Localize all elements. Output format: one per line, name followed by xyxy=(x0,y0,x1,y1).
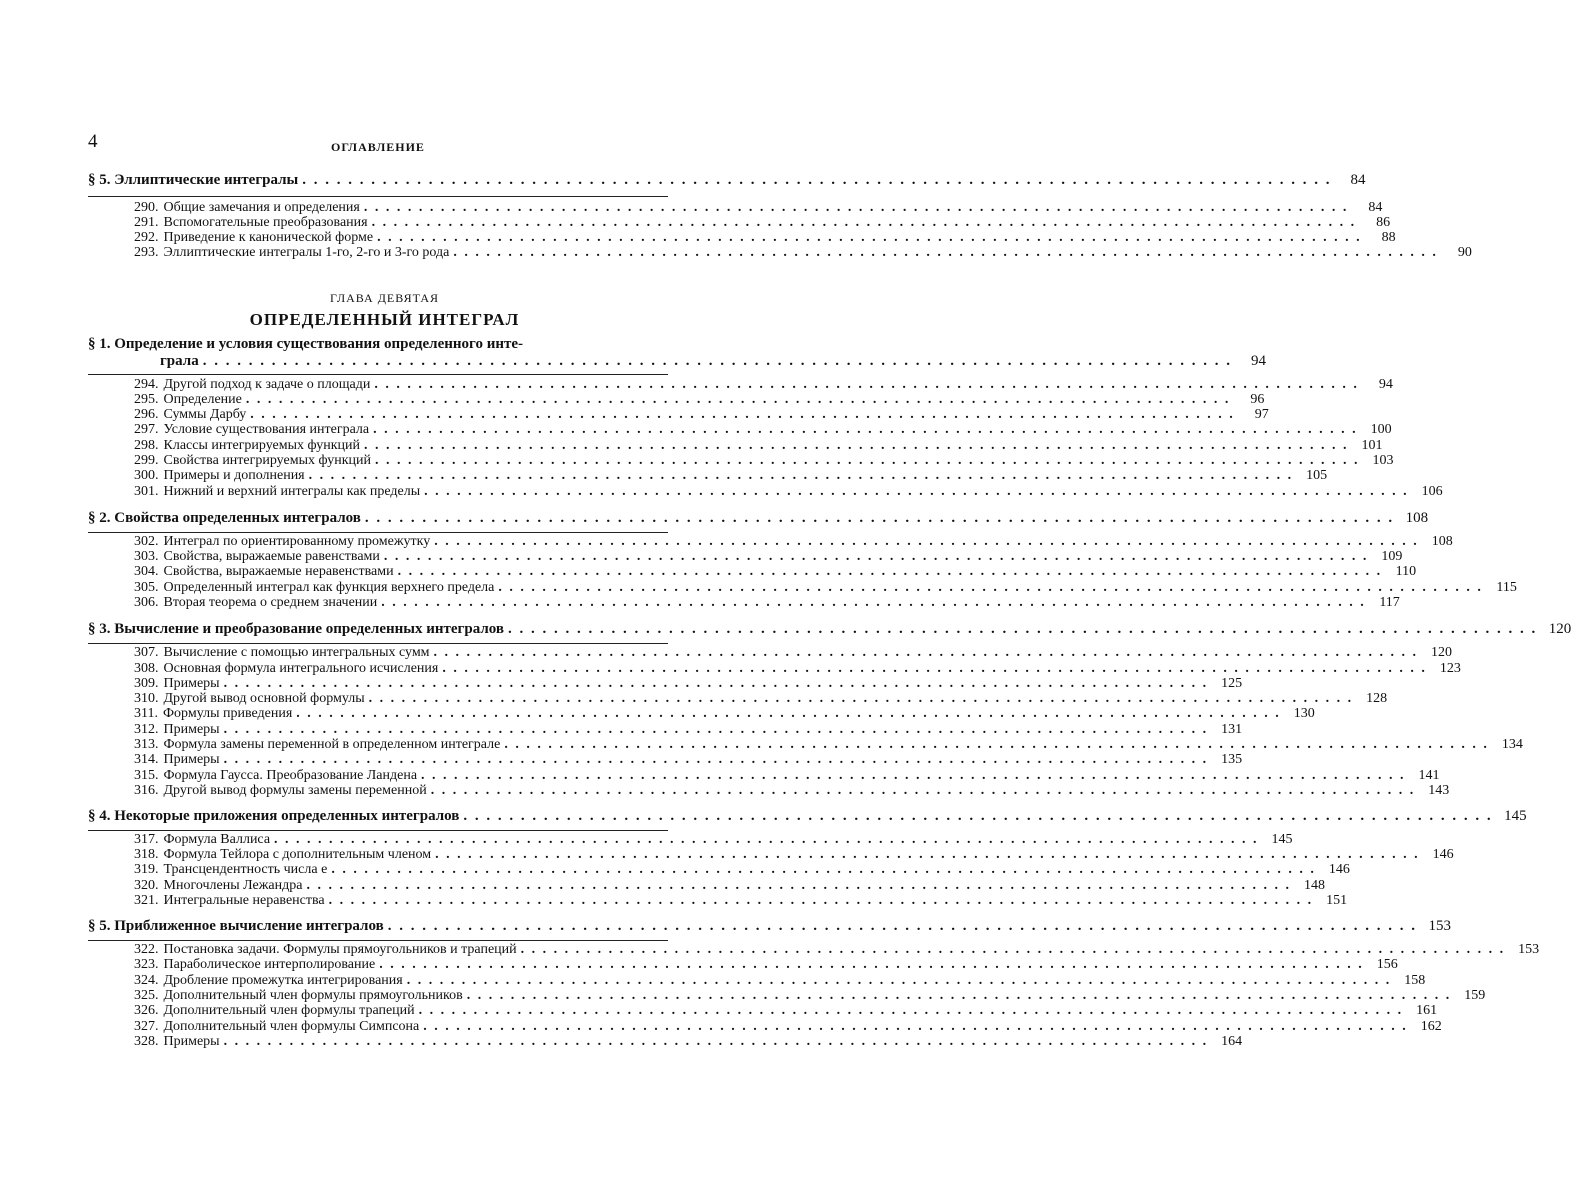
toc-entry[interactable] xyxy=(134,878,1325,894)
entry-page: 100 xyxy=(1370,422,1392,437)
toc-entry[interactable] xyxy=(134,862,1350,878)
entry-title: Вычисление с помощью интегральных сумм xyxy=(163,645,430,660)
entry-page: 120 xyxy=(1431,645,1453,660)
dot-leader: . . . . . . . . . . . . . . . . . . . . . . . . . . . . . . . . . . . . . . . . . . . . . . . . . . . . . . . . . . . . . . . . . . . . . . . . . . . . . . . . . . . . . . . . . . xyxy=(364,438,1349,453)
toc-entry[interactable] xyxy=(134,722,1243,738)
toc-entry[interactable] xyxy=(134,988,1486,1004)
entry-title: Суммы Дарбу xyxy=(163,407,247,422)
entry-number: 315. xyxy=(134,768,159,783)
dot-leader: . . . . . . . . . . . . . . . . . . . . . . . . . . . . . . . . . . . . . . . . . . . . . . . . . . . . . . . . . . . . . . . . . . . . . . . . . . . . . . . . . . . . . . . . . . xyxy=(381,595,1366,610)
entry-number: 312. xyxy=(134,722,159,737)
toc-entry[interactable] xyxy=(134,580,1517,596)
entry-number: 325. xyxy=(134,988,159,1003)
entry-number: 316. xyxy=(134,783,159,798)
dot-leader: . . . . . . . . . . . . . . . . . . . . . . . . . . . . . . . . . . . . . . . . . . . . . . . . . . . . . . . . . . . . . . . . . . . . . . . . . . . . . . . . . . . . . . . . . . xyxy=(363,200,1349,215)
toc-entry[interactable] xyxy=(134,245,1472,261)
entry-title: Примеры и дополнения xyxy=(163,468,305,483)
entry-title: Формула Гаусса. Преобразование Ландена xyxy=(163,768,418,783)
entry-page: 123 xyxy=(1439,661,1461,676)
entry-page: 94 xyxy=(1378,377,1393,392)
divider xyxy=(88,643,668,644)
entry-page: 97 xyxy=(1254,407,1269,422)
entry-page: 151 xyxy=(1326,893,1348,908)
chapter-label: ГЛАВА ДЕВЯТАЯ xyxy=(329,291,440,305)
toc-entry[interactable] xyxy=(134,1034,1243,1050)
section-page: 94 xyxy=(1250,353,1266,369)
entry-page: 90 xyxy=(1457,245,1472,260)
toc-entry[interactable] xyxy=(134,468,1328,484)
dot-leader: . . . . . . . . . . . . . . . . . . . . . . . . . . . . . . . . . . . . . . . . . . . . . . . . . . . . . . . . . . . . . . . . . . . . . . . . . . . . . . . . . . . . . . . . . . xyxy=(383,549,1369,564)
entry-page: 84 xyxy=(1368,200,1383,215)
entry-page: 103 xyxy=(1372,453,1394,468)
dot-leader: . . . . . . . . . . . . . . . . . . . . . . . . . . . . . . . . . . . . . . . . . . . . . . . . . . . . . . . . . . . . . . . . . . . . . . . . . . . . . . . . . . . . . . . . . . xyxy=(520,942,1506,957)
entry-title: Эллиптические интегралы 1-го, 2-го и 3-го рода xyxy=(163,245,450,260)
section-heading[interactable] xyxy=(88,621,1571,641)
toc-entry[interactable] xyxy=(134,768,1440,784)
entry-number: 292. xyxy=(134,230,159,245)
entry-title: Определенный интеграл как функция верхнего предела xyxy=(163,580,495,595)
entry-title: Примеры xyxy=(163,752,220,767)
section-heading[interactable] xyxy=(88,808,1527,828)
toc-entry[interactable] xyxy=(134,1003,1438,1019)
entry-number: 317. xyxy=(134,832,159,847)
entry-title: Условие существования интеграла xyxy=(163,422,370,437)
entry-number: 302. xyxy=(134,534,159,549)
entry-number: 314. xyxy=(134,752,159,767)
entry-title: Трансцендентность числа e xyxy=(163,862,328,877)
toc-entry[interactable] xyxy=(134,534,1453,550)
entry-number: 307. xyxy=(134,645,159,660)
entry-title: Интеграл по ориентированному промежутку xyxy=(163,534,431,549)
entry-number: 324. xyxy=(134,973,159,988)
entry-page: 101 xyxy=(1361,438,1383,453)
entry-title: Параболическое интерполирование xyxy=(163,957,376,972)
section-page: 153 xyxy=(1428,918,1451,934)
entry-title: Вторая теорема о среднем значении xyxy=(163,595,378,610)
entry-number: 310. xyxy=(134,691,159,706)
toc-entry[interactable] xyxy=(134,549,1403,565)
dot-leader: . . . . . . . . . . . . . . . . . . . . . . . . . . . . . . . . . . . . . . . . . . . . . . . . . . . . . . . . . . . . . . . . . . . . . . . . . . . . . . . . . . . . . . . . . . xyxy=(430,783,1416,798)
dot-leader: . . . . . . . . . . . . . . . . . . . . . . . . . . . . . . . . . . . . . . . . . . . . . . . . . . . . . . . . . . . . . . . . . . . . . . . . . . . . . . . . . . . . . . . . . . xyxy=(377,230,1362,245)
dot-leader: . . . . . . . . . . . . . . . . . . . . . . . . . . . . . . . . . . . . . . . . . . . . . . . . . . . . . . . . . . . . . . . . . . . . . . . . . . . . . . . . . . . . . . . . . . xyxy=(504,737,1489,752)
entry-number: 303. xyxy=(134,549,159,564)
entry-number: 305. xyxy=(134,580,159,595)
toc-entry[interactable] xyxy=(134,783,1450,799)
dot-leader: . . . . . . . . . . . . . . . . . . . . . . . . . . . . . . . . . . . . . . . . . . . . . . . . . . . . . . . . . . . . . . . . . . . . . . . . . . . . . . . . . . . . . . . . . . xyxy=(424,484,1409,499)
entry-title: Определение xyxy=(163,392,242,407)
dot-leader: . . . . . . . . . . . . . . . . . . . . . . . . . . . . . . . . . . . . . . . . . . . . . . . . . . . . . . . . . . . . . . . . . . . . . . . . . . . . . . . . . . . . . . . . . . xyxy=(379,957,1364,972)
entry-number: 295. xyxy=(134,392,159,407)
entry-number: 318. xyxy=(134,847,159,862)
divider xyxy=(88,830,668,831)
entry-page: 125 xyxy=(1221,676,1243,691)
entry-title: Формула Тейлора с дополнительным членом xyxy=(163,847,432,862)
toc-entry[interactable] xyxy=(134,453,1394,469)
dot-leader: . . . . . . . . . . . . . . . . . . . . . . . . . . . . . . . . . . . . . . . . . . . . . . . . . . . . . . . . . . . . . . . . . . . . . . . . . . . . . . . . . . . . . . . . . . xyxy=(223,752,1209,767)
entry-page: 159 xyxy=(1464,988,1486,1003)
dot-leader: . . . . . . . . . . . . . . . . . . . . . . . . . . . . . . . . . . . . . . . . . . . . . . . . . . . . . . . . . . . . . . . . . . . . . . . . . . . . . . . . . . . . . . . . . . xyxy=(433,645,1419,660)
section-heading[interactable] xyxy=(88,510,1429,530)
entry-number: 320. xyxy=(134,878,159,893)
dot-leader: . . . . . . . . . . . . . . . . . . . . . . . . . . . . . . . . . . . . . . . . . . . . . . . . . . . . . . . . . . . . . . . . . . . . . . . . . . . . . . . . . . . . . . . . . . xyxy=(364,510,1395,526)
entry-title: Примеры xyxy=(163,676,220,691)
dot-leader: . . . . . . . . . . . . . . . . . . . . . . . . . . . . . . . . . . . . . . . . . . . . . . . . . . . . . . . . . . . . . . . . . . . . . . . . . . . . . . . . . . . . . . . . . . xyxy=(466,988,1452,1003)
entry-page: 105 xyxy=(1306,468,1328,483)
toc-entry[interactable] xyxy=(134,706,1315,722)
entry-number: 296. xyxy=(134,407,159,422)
divider xyxy=(88,374,668,375)
entry-number: 300. xyxy=(134,468,159,483)
section-title: § 2. Свойства определенных интегралов xyxy=(88,510,361,526)
entry-number: 297. xyxy=(134,422,159,437)
toc-entry[interactable] xyxy=(134,645,1453,661)
section-heading[interactable] xyxy=(88,918,1451,938)
section-title: § 5. Эллиптические интегралы xyxy=(88,172,299,188)
entry-page: 131 xyxy=(1221,722,1243,737)
entry-number: 323. xyxy=(134,957,159,972)
dot-leader: . . . . . . . . . . . . . . . . . . . . . . . . . . . . . . . . . . . . . . . . . . . . . . . . . . . . . . . . . . . . . . . . . . . . . . . . . . . . . . . . . . . . . . . . . . xyxy=(374,453,1360,468)
toc-entry[interactable] xyxy=(134,973,1426,989)
dot-leader: . . . . . . . . . . . . . . . . . . . . . . . . . . . . . . . . . . . . . . . . . . . . . . . . . . . . . . . . . . . . . . . . . . . . . . . . . . . . . . . . . . . . . . . . . . xyxy=(507,621,1538,637)
dot-leader: . . . . . . . . . . . . . . . . . . . . . . . . . . . . . . . . . . . . . . . . . . . . . . . . . . . . . . . . . . . . . . . . . . . . . . . . . . . . . . . . . . . . . . . . . . xyxy=(371,215,1357,230)
entry-title: Формула замены переменной в определенном интеграле xyxy=(163,737,501,752)
toc-entry[interactable] xyxy=(134,392,1265,408)
entry-number: 321. xyxy=(134,893,159,908)
entry-title: Дополнительный член формулы Симпсона xyxy=(163,1019,420,1034)
entry-page: 141 xyxy=(1418,768,1440,783)
toc-entry[interactable] xyxy=(134,215,1391,231)
section-page: 120 xyxy=(1548,621,1571,637)
toc-entry[interactable] xyxy=(134,230,1396,246)
toc-entry[interactable] xyxy=(134,691,1388,707)
dot-leader: . . . . . . . . . . . . . . . . . . . . . . . . . . . . . . . . . . . . . . . . . . . . . . . . . . . . . . . . . . . . . . . . . . . . . . . . . . . . . . . . . . . . . . . . . . xyxy=(463,808,1493,824)
dot-leader: . . . . . . . . . . . . . . . . . . . . . . . . . . . . . . . . . . . . . . . . . . . . . . . . . . . . . . . . . . . . . . . . . . . . . . . . . . . . . . . . . . . . . . . . . . xyxy=(245,392,1231,407)
entry-page: 86 xyxy=(1376,215,1391,230)
entry-number: 298. xyxy=(134,438,159,453)
entry-title: Вспомогательные преобразования xyxy=(163,215,368,230)
dot-leader: . . . . . . . . . . . . . . . . . . . . . . . . . . . . . . . . . . . . . . . . . . . . . . . . . . . . . . . . . . . . . . . . . . . . . . . . . . . . . . . . . . . . . . . . . . xyxy=(418,1003,1404,1018)
dot-leader: . . . . . . . . . . . . . . . . . . . . . . . . . . . . . . . . . . . . . . . . . . . . . . . . . . . . . . . . . . . . . . . . . . . . . . . . . . . . . . . . . . . . . . . . . . xyxy=(331,862,1316,877)
dot-leader: . . . . . . . . . . . . . . . . . . . . . . . . . . . . . . . . . . . . . . . . . . . . . . . . . . . . . . . . . . . . . . . . . . . . . . . . . . . . . . . . . . . . . . . . . . xyxy=(421,768,1406,783)
toc-entry[interactable] xyxy=(134,847,1454,863)
dot-leader: . . . . . . . . . . . . . . . . . . . . . . . . . . . . . . . . . . . . . . . . . . . . . . . . . . . . . . . . . . . . . . . . . . . . . . . . . . . . . . . . . . . . . . . . . . xyxy=(423,1019,1408,1034)
toc-entry[interactable] xyxy=(134,422,1392,438)
toc-entry[interactable] xyxy=(134,661,1461,677)
entry-number: 327. xyxy=(134,1019,159,1034)
entry-page: 130 xyxy=(1293,706,1315,721)
toc-entry[interactable] xyxy=(134,752,1243,768)
entry-title: Другой подход к задаче о площади xyxy=(163,377,371,392)
entry-page: 161 xyxy=(1416,1003,1438,1018)
divider xyxy=(88,532,668,533)
toc-entry[interactable] xyxy=(134,438,1383,454)
entry-title: Классы интегрируемых функций xyxy=(163,438,361,453)
dot-leader: . . . . . . . . . . . . . . . . . . . . . . . . . . . . . . . . . . . . . . . . . . . . . . . . . . . . . . . . . . . . . . . . . . . . . . . . . . . . . . . . . . . . . . . . . . xyxy=(434,534,1419,549)
running-head: ОГЛАВЛЕНИЕ xyxy=(331,140,425,154)
chapter-title: ОПРЕДЕЛЕННЫЙ ИНТЕГРАЛ xyxy=(249,310,520,329)
dot-leader: . . . . . . . . . . . . . . . . . . . . . . . . . . . . . . . . . . . . . . . . . . . . . . . . . . . . . . . . . . . . . . . . . . . . . . . . . . . . . . . . . . . . . . . . . . xyxy=(223,676,1209,691)
dot-leader: . . . . . . . . . . . . . . . . . . . . . . . . . . . . . . . . . . . . . . . . . . . . . . . . . . . . . . . . . . . . . . . . . . . . . . . . . . . . . . . . . . . . . . . . . . xyxy=(308,468,1294,483)
dot-leader: . . . . . . . . . . . . . . . . . . . . . . . . . . . . . . . . . . . . . . . . . . . . . . . . . . . . . . . . . . . . . . . . . . . . . . . . . . . . . . . . . . . . . . . . . . xyxy=(250,407,1235,422)
entry-title: Формулы приведения xyxy=(162,706,293,721)
entry-title: Свойства интегрируемых функций xyxy=(163,453,371,468)
entry-number: 294. xyxy=(134,377,159,392)
entry-title: Нижний и верхний интегралы как пределы xyxy=(163,484,421,499)
entry-number: 328. xyxy=(134,1034,159,1049)
entry-page: 128 xyxy=(1366,691,1388,706)
dot-leader: . . . . . . . . . . . . . . . . . . . . . . . . . . . . . . . . . . . . . . . . . . . . . . . . . . . . . . . . . . . . . . . . . . . . . . . . . . . . . . . . . . . . . . . . . . xyxy=(498,580,1483,595)
dot-leader: . . . . . . . . . . . . . . . . . . . . . . . . . . . . . . . . . . . . . . . . . . . . . . . . . . . . . . . . . . . . . . . . . . . . . . . . . . . . . . . . . . . . . . . . . . xyxy=(406,973,1392,988)
entry-page: 134 xyxy=(1501,737,1523,752)
entry-number: 299. xyxy=(134,453,159,468)
toc-entry[interactable] xyxy=(134,484,1443,500)
entry-title: Свойства, выражаемые равенствами xyxy=(163,549,380,564)
entry-page: 96 xyxy=(1250,392,1265,407)
entry-page: 106 xyxy=(1421,484,1443,499)
entry-title: Другой вывод формулы замены переменной xyxy=(163,783,427,798)
entry-page: 108 xyxy=(1431,534,1453,549)
entry-number: 301. xyxy=(134,484,159,499)
entry-title: Свойства, выражаемые неравенствами xyxy=(163,564,394,579)
entry-page: 88 xyxy=(1381,230,1396,245)
entry-title: Дробление промежутка интегрирования xyxy=(163,973,403,988)
entry-title: Приведение к канонической форме xyxy=(163,230,374,245)
section-page: 84 xyxy=(1350,172,1366,188)
entry-number: 313. xyxy=(134,737,159,752)
entry-title: Дополнительный член формулы трапеций xyxy=(163,1003,415,1018)
section-title: § 5. Приближенное вычисление интегралов xyxy=(88,918,384,934)
entry-page: 145 xyxy=(1271,832,1293,847)
entry-title: Интегральные неравенства xyxy=(163,893,325,908)
entry-number: 304. xyxy=(134,564,159,579)
entry-page: 162 xyxy=(1420,1019,1442,1034)
entry-number: 291. xyxy=(134,215,159,230)
dot-leader: . . . . . . . . . . . . . . . . . . . . . . . . . . . . . . . . . . . . . . . . . . . . . . . . . . . . . . . . . . . . . . . . . . . . . . . . . . . . . . . . . . . . . . . . . . xyxy=(302,172,1332,188)
entry-number: 326. xyxy=(134,1003,159,1018)
dot-leader: . . . . . . . . . . . . . . . . . . . . . . . . . . . . . . . . . . . . . . . . . . . . . . . . . . . . . . . . . . . . . . . . . . . . . . . . . . . . . . . . . . . . . . . . . . xyxy=(435,847,1420,862)
toc-entry[interactable] xyxy=(134,407,1269,423)
section-page: 108 xyxy=(1405,510,1429,526)
entry-page: 115 xyxy=(1496,580,1517,595)
toc-entry[interactable] xyxy=(134,1019,1442,1035)
entry-title: Формула Валлиса xyxy=(163,832,271,847)
divider xyxy=(88,196,668,197)
dot-leader: . . . . . . . . . . . . . . . . . . . . . . . . . . . . . . . . . . . . . . . . . . . . . . . . . . . . . . . . . . . . . . . . . . . . . . . . . . . . . . . . . . . . . . . . . . xyxy=(223,1034,1209,1049)
dot-leader: . . . . . . . . . . . . . . . . . . . . . . . . . . . . . . . . . . . . . . . . . . . . . . . . . . . . . . . . . . . . . . . . . . . . . . . . . . . . . . . . . . . . . . . . . . xyxy=(442,661,1427,676)
entry-page: 146 xyxy=(1432,847,1454,862)
toc-entry[interactable] xyxy=(134,832,1293,848)
toc-entry[interactable] xyxy=(134,377,1393,393)
entry-number: 290. xyxy=(134,200,159,215)
entry-title: Другой вывод основной формулы xyxy=(163,691,365,706)
toc-entry[interactable] xyxy=(134,942,1540,958)
entry-page: 146 xyxy=(1328,862,1350,877)
entry-page: 156 xyxy=(1376,957,1398,972)
toc-entry[interactable] xyxy=(134,676,1243,692)
section-title: § 4. Некоторые приложения определенных интегралов xyxy=(88,808,460,824)
entry-title: Постановка задачи. Формулы прямоугольников и трапеций xyxy=(163,942,517,957)
entry-page: 164 xyxy=(1221,1034,1243,1049)
dot-leader: . . . . . . . . . . . . . . . . . . . . . . . . . . . . . . . . . . . . . . . . . . . . . . . . . . . . . . . . . . . . . . . . . . . . . . . . . . . . . . . . . . . . . . . . . . xyxy=(453,245,1438,260)
entry-page: 110 xyxy=(1395,564,1417,579)
toc-entry[interactable] xyxy=(134,893,1348,909)
dot-leader: . . . . . . . . . . . . . . . . . . . . . . . . . . . . . . . . . . . . . . . . . . . . . . . . . . . . . . . . . . . . . . . . . . . . . . . . . . . . . . . . . . . . . . . . . . xyxy=(387,918,1417,934)
entry-title: Общие замечания и определения xyxy=(163,200,360,215)
entry-number: 293. xyxy=(134,245,159,260)
entry-page: 158 xyxy=(1404,973,1426,988)
toc-entry[interactable] xyxy=(134,595,1400,611)
entry-page: 135 xyxy=(1221,752,1243,767)
section-title: § 3. Вычисление и преобразование определенных интегралов xyxy=(88,621,504,637)
dot-leader: . . . . . . . . . . . . . . . . . . . . . . . . . . . . . . . . . . . . . . . . . . . . . . . . . . . . . . . . . . . . . . . . . . . . . . . . . . . . . . . . . . . . . . . . . . xyxy=(306,878,1291,893)
toc-entry[interactable] xyxy=(134,200,1383,216)
entry-number: 308. xyxy=(134,661,159,676)
entry-page: 148 xyxy=(1303,878,1325,893)
dot-leader: . . . . . . . . . . . . . . . . . . . . . . . . . . . . . . . . . . . . . . . . . . . . . . . . . . . . . . . . . . . . . . . . . . . . . . . . . . . . . . . . . . . . . . . . . . xyxy=(274,832,1259,847)
entry-number: 319. xyxy=(134,862,159,877)
entry-page: 153 xyxy=(1518,942,1540,957)
entry-number: 306. xyxy=(134,595,159,610)
entry-page: 143 xyxy=(1428,783,1450,798)
dot-leader: . . . . . . . . . . . . . . . . . . . . . . . . . . . . . . . . . . . . . . . . . . . . . . . . . . . . . . . . . . . . . . . . . . . . . . . . . . . . . . . . . . . . . . . . . . xyxy=(223,722,1209,737)
entry-page: 109 xyxy=(1381,549,1403,564)
entry-title: Примеры xyxy=(163,1034,220,1049)
dot-leader: . . . . . . . . . . . . . . . . . . . . . . . . . . . . . . . . . . . . . . . . . . . . . . . . . . . . . . . . . . . . . . . . . . . . . . . . . . . . . . . . . . . . . . . . . . xyxy=(373,422,1358,437)
section-heading[interactable] xyxy=(88,172,1366,192)
divider xyxy=(88,940,668,941)
toc-entry[interactable] xyxy=(134,564,1417,580)
toc-entry[interactable] xyxy=(134,957,1398,973)
dot-leader: . . . . . . . . . . . . . . . . . . . . . . . . . . . . . . . . . . . . . . . . . . . . . . . . . . . . . . . . . . . . . . . . . . . . . . . . . . . . . . . . . . . . . . . . . . xyxy=(202,353,1232,369)
dot-leader: . . . . . . . . . . . . . . . . . . . . . . . . . . . . . . . . . . . . . . . . . . . . . . . . . . . . . . . . . . . . . . . . . . . . . . . . . . . . . . . . . . . . . . . . . . xyxy=(328,893,1314,908)
entry-page: 117 xyxy=(1379,595,1400,610)
dot-leader: . . . . . . . . . . . . . . . . . . . . . . . . . . . . . . . . . . . . . . . . . . . . . . . . . . . . . . . . . . . . . . . . . . . . . . . . . . . . . . . . . . . . . . . . . . xyxy=(296,706,1281,721)
section-page: 145 xyxy=(1504,808,1527,824)
entry-title: Дополнительный член формулы прямоугольников xyxy=(163,988,463,1003)
section-title-continued: грала xyxy=(160,353,199,369)
section-heading-continued[interactable] xyxy=(160,353,1266,373)
dot-leader: . . . . . . . . . . . . . . . . . . . . . . . . . . . . . . . . . . . . . . . . . . . . . . . . . . . . . . . . . . . . . . . . . . . . . . . . . . . . . . . . . . . . . . . . . . xyxy=(374,377,1359,392)
section-title: § 1. Определение и условия существования определенного инте- xyxy=(88,336,524,352)
toc-entry[interactable] xyxy=(134,737,1523,753)
dot-leader: . . . . . . . . . . . . . . . . . . . . . . . . . . . . . . . . . . . . . . . . . . . . . . . . . . . . . . . . . . . . . . . . . . . . . . . . . . . . . . . . . . . . . . . . . . xyxy=(368,691,1354,706)
entry-number: 309. xyxy=(134,676,159,691)
entry-title: Многочлены Лежандра xyxy=(163,878,303,893)
dot-leader: . . . . . . . . . . . . . . . . . . . . . . . . . . . . . . . . . . . . . . . . . . . . . . . . . . . . . . . . . . . . . . . . . . . . . . . . . . . . . . . . . . . . . . . . . . xyxy=(397,564,1383,579)
entry-number: 322. xyxy=(134,942,159,957)
entry-title: Примеры xyxy=(163,722,220,737)
entry-title: Основная формула интегрального исчисления xyxy=(163,661,439,676)
page-number: 4 xyxy=(88,131,98,152)
entry-number: 311. xyxy=(134,706,158,721)
